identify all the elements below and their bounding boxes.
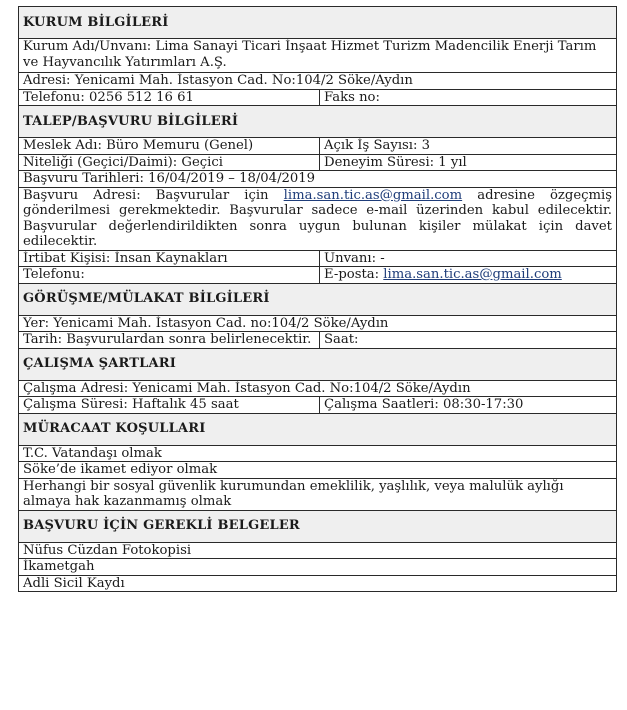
form-table	[18, 6, 617, 592]
section-title: KURUM BİLGİLERİ	[19, 7, 617, 39]
gorusme-place-row	[19, 315, 617, 332]
requirement-item: Herhangi bir sosyal güvenlik kurumundan emeklilik, yaşlılık, veya malulük aylığı almaya hak kazanmamış olmak	[19, 478, 617, 510]
section-title: GÖRÜŞME/MÜLAKAT BİLGİLERİ	[19, 283, 617, 315]
work-duration: Çalışma Süresi: Haftalık 45 saat	[19, 397, 320, 414]
requirement-row	[19, 478, 617, 510]
application-address-suffix: adresine özgeçmiş gönderilmesi gerekmektedir. Başvurular sadece e-mail üzerinden kabul edilecektir. Başvurular değerlendirildikten sonra uygun bulunan kişiler mülakat için davet edilecektir.	[23, 187, 613, 249]
section-muracaat-header	[19, 413, 617, 445]
kurum-contact-row	[19, 89, 617, 106]
application-address-prefix: Başvuru Adresi: Başvurular için	[23, 187, 284, 203]
kurum-address-row	[19, 73, 617, 90]
document-row	[19, 559, 617, 576]
interview-time: Saat:	[320, 332, 617, 349]
requirement-row	[19, 445, 617, 462]
open-job-count: Açık İş Sayısı: 3	[320, 138, 617, 155]
application-address	[19, 187, 617, 250]
section-title: TALEP/BAŞVURU BİLGİLERİ	[19, 106, 617, 138]
calisma-address-row	[19, 380, 617, 397]
document-item: İkametgah	[19, 559, 617, 576]
document-item: Adli Sicil Kaydı	[19, 575, 617, 592]
talep-phone-row	[19, 267, 617, 284]
contact-email	[320, 267, 617, 284]
requirement-item: Söke’de ikamet ediyor olmak	[19, 462, 617, 479]
section-kurum-header	[19, 7, 617, 39]
section-title: MÜRACAAT KOŞULLARI	[19, 413, 617, 445]
document-row	[19, 575, 617, 592]
email-label: E-posta:	[324, 267, 384, 282]
requirement-item: T.C. Vatandaşı olmak	[19, 445, 617, 462]
profession-name: Meslek Adı: Büro Memuru (Genel)	[19, 138, 320, 155]
talep-row-1	[19, 138, 617, 155]
gorusme-time-row	[19, 332, 617, 349]
contact-phone: Telefonu:	[19, 267, 320, 284]
institution-fax: Faks no:	[320, 89, 617, 106]
section-title: BAŞVURU İÇİN GEREKLİ BELGELER	[19, 510, 617, 542]
section-gorusme-header	[19, 283, 617, 315]
talep-contact-row	[19, 250, 617, 267]
work-hours: Çalışma Saatleri: 08:30-17:30	[320, 397, 617, 414]
talep-dates-row	[19, 171, 617, 188]
trial-period: Deneyim Süresi: 1 yıl	[320, 154, 617, 171]
interview-date: Tarih: Başvurulardan sonra belirlenecektir.	[19, 332, 320, 349]
document-item: Nüfus Cüzdan Fotokopisi	[19, 542, 617, 559]
document-row	[19, 542, 617, 559]
interview-place: Yer: Yenicami Mah. İstasyon Cad. no:104/2 Söke/Aydın	[19, 315, 617, 332]
contact-title: Unvanı: -	[320, 250, 617, 267]
application-email-link[interactable]: lima.san.tic.as@gmail.com	[283, 187, 463, 203]
work-address: Çalışma Adresi: Yenicami Mah. İstasyon Cad. No:104/2 Söke/Aydın	[19, 380, 617, 397]
requirement-row	[19, 462, 617, 479]
application-form	[18, 6, 616, 592]
section-belgeler-header	[19, 510, 617, 542]
job-nature: Niteliği (Geçici/Daimi): Geçici	[19, 154, 320, 171]
contact-person: İrtibat Kişisi: İnsan Kaynakları	[19, 250, 320, 267]
kurum-name-row	[19, 39, 617, 73]
section-title: ÇALIŞMA ŞARTLARI	[19, 348, 617, 380]
section-talep-header	[19, 106, 617, 138]
institution-name: Kurum Adı/Unvanı: Lima Sanayi Ticari İnşaat Hizmet Turizm Madencilik Enerji Tarım ve Hayvancılık Yatırımları A.Ş.	[19, 39, 617, 73]
talep-row-2	[19, 154, 617, 171]
institution-phone: Telefonu: 0256 512 16 61	[19, 89, 320, 106]
talep-address-row	[19, 187, 617, 250]
section-calisma-header	[19, 348, 617, 380]
calisma-hours-row	[19, 397, 617, 414]
institution-address: Adresi: Yenicami Mah. İstasyon Cad. No:104/2 Söke/Aydın	[19, 73, 617, 90]
contact-email-link[interactable]: lima.san.tic.as@gmail.com	[383, 267, 562, 282]
application-dates: Başvuru Tarihleri: 16/04/2019 – 18/04/2019	[19, 171, 617, 188]
